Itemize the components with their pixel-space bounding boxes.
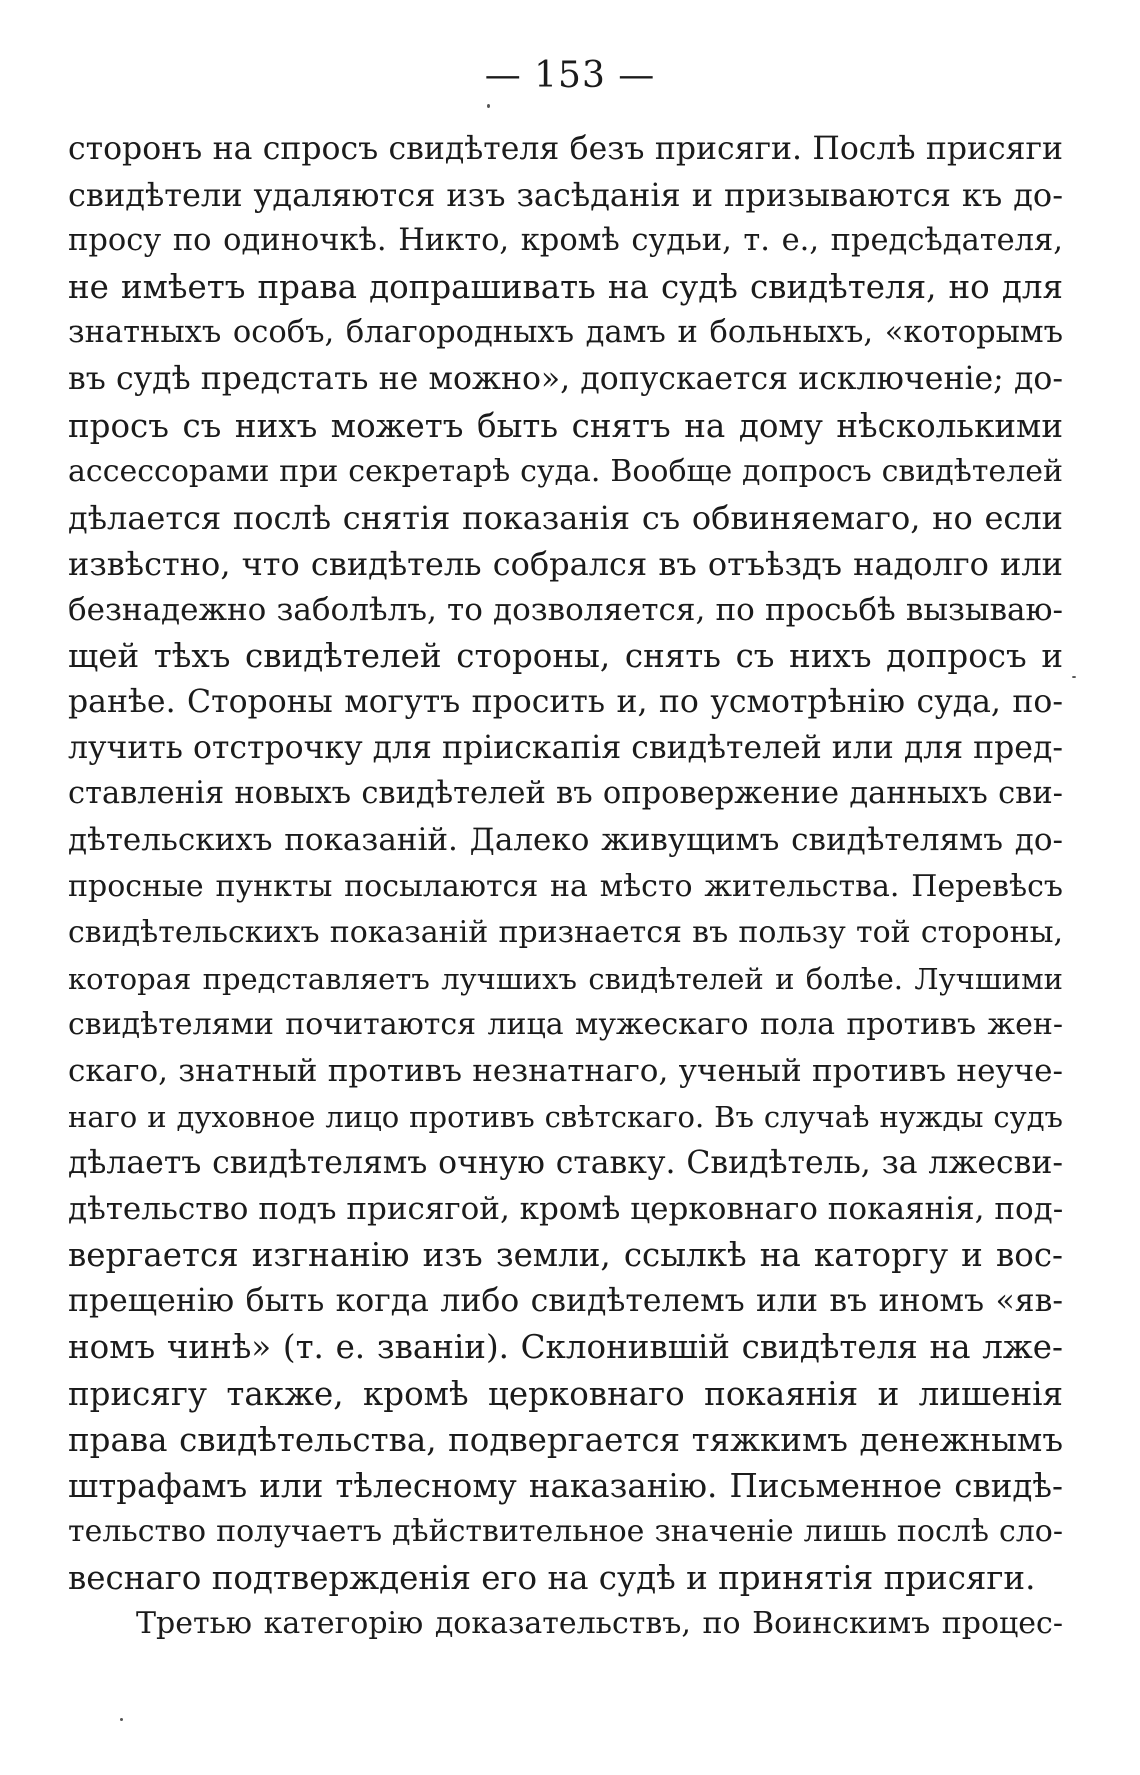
text-line: просные пункты посылаются на мѣсто жительства. Перевѣсъ — [68, 868, 1063, 904]
ink-speck — [1072, 676, 1076, 678]
text-line: свидѣтелями почитаются лица мужескаго пола противъ жен- — [68, 1006, 1063, 1042]
text-line: дѣтельство подъ присягой, кромѣ церковнаго покаянія, под- — [68, 1191, 1063, 1228]
text-line: вергается изгнанію изъ земли, ссылкѣ на каторгу и вос- — [68, 1236, 1063, 1275]
text-line: не имѣетъ права допрашивать на судѣ свидѣтеля, но для — [68, 268, 1063, 307]
ink-speck — [487, 104, 490, 108]
text-line: просу по одиночкѣ. Никто, кромѣ судьи, т. е., предсѣдателя, — [68, 223, 1063, 259]
text-line: дѣлается послѣ снятія показанія съ обвиняемаго, но если — [68, 498, 1063, 537]
text-line: штрафамъ или тѣлесному наказанію. Письменное свидѣ- — [68, 1466, 1063, 1505]
text-line: тельство получаетъ дѣйствительное значеніе лишь послѣ сло- — [68, 1513, 1063, 1549]
text-line: ставленія новыхъ свидѣтелей въ опровержение данныхъ сви- — [68, 776, 1063, 812]
text-line: дѣтельскихъ показаній. Далеко живущимъ свидѣтелямъ до- — [68, 822, 1063, 859]
text-line: Третью категорію доказательствъ, по Воинскимъ процес- — [136, 1606, 1063, 1641]
text-line: ранѣе. Стороны могутъ просить и, по усмотрѣнію суда, по- — [68, 684, 1063, 721]
text-line: лучить отстрочку для пріискапія свидѣтелей или для пред- — [68, 730, 1063, 767]
text-line: прещенію быть когда либо свидѣтелемъ или въ иномъ «яв- — [68, 1283, 1063, 1320]
text-line: знатныхъ особъ, благородныхъ дамъ и больныхъ, «которымъ — [68, 315, 1063, 351]
text-line: щей тѣхъ свидѣтелей стороны, снять съ нихъ допросъ и — [68, 637, 1063, 676]
text-line: наго и духовное лицо противъ свѣтскаго. Въ случаѣ нужды судъ — [68, 1099, 1063, 1134]
text-line: просъ съ нихъ можетъ быть снятъ на дому нѣсколькими — [68, 406, 1063, 445]
text-line: права свидѣтельства, подвергается тяжкимъ денежнымъ — [68, 1420, 1063, 1459]
paragraph-2 — [68, 1601, 1063, 1647]
text-line: скаго, знатный противъ незнатнаго, ученый противъ неуче- — [68, 1052, 1063, 1089]
text-body — [68, 126, 1063, 1647]
text-line: дѣлаетъ свидѣтелямъ очную ставку. Свидѣтель, за лжесви- — [68, 1145, 1063, 1182]
text-line: веснаго подтвержденія его на судѣ и принятія присяги. — [68, 1558, 1036, 1597]
ink-speck — [120, 1718, 123, 1721]
text-line: присягу также, кромѣ церковнаго покаянія и лишенія — [68, 1374, 1063, 1413]
text-line: безнадежно заболѣлъ, то дозволяется, по просьбѣ вызываю- — [68, 591, 1063, 628]
text-line: номъ чинѣ» (т. е. званіи). Склонившій свидѣтеля на лже- — [68, 1328, 1063, 1367]
text-line: въ судѣ предстать не можно», допускается исключеніе; до- — [68, 361, 1063, 398]
text-line: извѣстно, что свидѣтель собрался въ отъѣздъ надолго или — [68, 544, 1063, 583]
text-line: сторонъ на спросъ свидѣтеля безъ присяги. Послѣ присяги — [68, 131, 1063, 167]
text-line: свидѣтельскихъ показаній признается въ пользу той стороны, — [68, 914, 1063, 950]
text-line: ассессорами при секретарѣ суда. Вообще допросъ свидѣтелей — [68, 453, 1063, 489]
paragraph-1 — [68, 126, 1063, 1601]
page-number: — 153 — — [484, 55, 656, 96]
text-line: свидѣтели удаляются изъ засѣданія и призываются къ до- — [68, 176, 1063, 215]
text-line: которая представляетъ лучшихъ свидѣтелей и болѣе. Лучшими — [68, 961, 1063, 996]
